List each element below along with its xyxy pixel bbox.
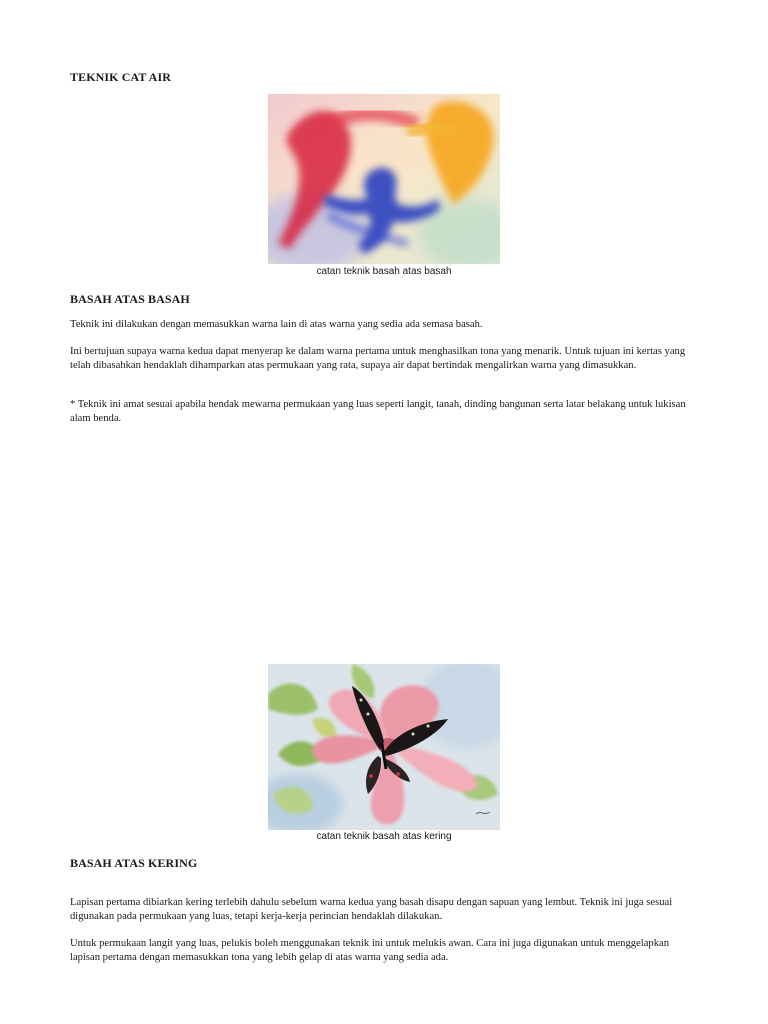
figure-caption: catan teknik basah atas kering — [316, 831, 452, 842]
paragraph: Teknik ini dilakukan dengan memasukkan warna lain di atas warna yang sedia ada semasa basah. — [70, 319, 483, 330]
paragraph: Untuk permukaan langit yang luas, pelukis boleh menggunakan teknik ini untuk melukis awan. Cara ini juga digunakan untuk menggelapkan lapisan pertama dengan memasukkan tona yang lebih gelap di atas warna yang sedia ada. — [70, 938, 670, 963]
paragraph: Ini bertujuan supaya warna kedua dapat menyerap ke dalam warna pertama untuk menghasilkan tona yang menarik. Untuk tujuan ini kertas yang telah dibasahkan hendaklah dihamparkan atas permukaan yang rata, supaya air dapat bertindak mengalirkan warna yang dimasukkan. — [70, 346, 686, 371]
paragraph: * Teknik ini amat sesuai apabila hendak mewarna permukaan yang luas seperti langit, tanah, dinding bangunan serta latar belakang untuk lukisan alam benda. — [70, 399, 686, 424]
section-heading: BASAH ATAS BASAH — [70, 292, 190, 306]
paragraph: Lapisan pertama dibiarkan kering terlebih dahulu sebelum warna kedua yang basah disapu dengan sapuan yang lembut. Teknik ini juga sesuai digunakan pada permukaan yang luas, tetapi kerja-kerja perincian hendaklah dilakukan. — [70, 897, 673, 922]
figure-caption: catan teknik basah atas basah — [316, 266, 452, 277]
section-heading: BASAH ATAS KERING — [70, 856, 198, 870]
page-title: TEKNIK CAT AIR — [70, 70, 171, 84]
wet-on-dry-painting-image — [268, 664, 500, 830]
wet-on-wet-painting-image — [268, 94, 500, 264]
